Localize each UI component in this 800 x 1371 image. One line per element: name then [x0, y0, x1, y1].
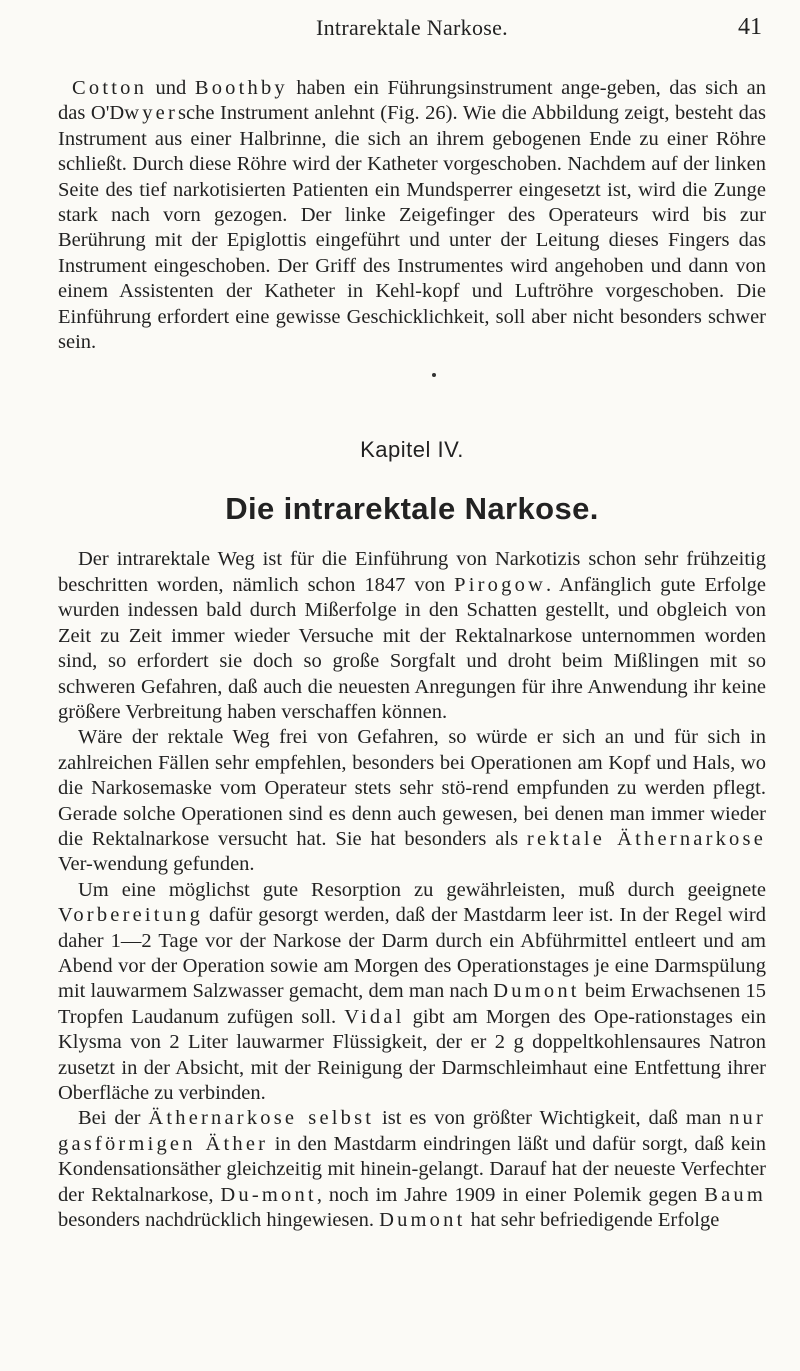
text-run: Bei der: [78, 1107, 149, 1130]
spaced-text: Du-mont: [220, 1183, 317, 1206]
body-paragraph-3: [58, 878, 766, 1107]
body-paragraph-2: [58, 725, 766, 877]
spaced-text: nur gasförmigen Äther: [58, 1107, 766, 1155]
text-run: gibt am Morgen des Ope-rationstages ein Klysma von 2 Liter lauwarmer Flüssigkeit, der er 2 g doppeltkohlensaures Natron zusetzt in der Absicht, mit der Reinigung der Darmschleimhaut eine Entfettung ihrer Oberfläche zu verbinden.: [58, 1005, 766, 1104]
body-paragraph-1: [58, 547, 766, 725]
spaced-text: Baum: [704, 1183, 766, 1206]
spaced-text: Pirogow: [454, 573, 547, 596]
section-separator: [58, 355, 766, 393]
separator-dot: [432, 373, 436, 377]
running-title: Intrarektale Narkose.: [316, 15, 508, 40]
text-run: , noch im Jahre 1909 in einer Polemik gegen: [316, 1183, 705, 1206]
body-paragraph-4: [58, 1106, 766, 1233]
spaced-text: Äthernarkose selbst: [148, 1107, 375, 1130]
author-name: Boothby: [194, 77, 288, 99]
chapter-label: Kapitel IV.: [360, 437, 464, 463]
text-run: sche Instrument anlehnt (Fig. 26). Wie die Abbildung zeigt, besteht das Instrument aus einer Halbrinne, die sich an ihrem gebogenen Ende zu einer Röhre schließt. Durch diese Röhre wird der Katheter vorgeschoben. Nachdem auf der linken Seite des tief narkotisierten Patienten ein Mundsperrer eingesetzt ist, wird die Zunge stark nach vorn gezogen. Der linke Zeigefinger des Operateurs wird bis zur Berührung mit der Epiglottis eingeführt und unter der Leitung dieses Fingers das Instrument eingeschoben. Der Griff des Instrumentes wird angehoben und dann von einem Assistenten der Katheter in Kehl-kopf und Luftröhre vorgeschoben. Die Einführung erfordert eine gewisse Geschicklichkeit, soll aber nicht besonders schwer sein.: [58, 102, 767, 354]
intro-paragraph: [58, 76, 766, 355]
text-run: in den Mastdarm eindringen läßt und dafür sorgt, daß kein Kondensationsäther gleichzeitig mit hinein-gelangt. Darauf hat der neueste Verfechter der Rektalnarkose,: [58, 1132, 766, 1206]
text-run: besonders nachdrücklich hingewiesen.: [58, 1209, 380, 1232]
text-run: und: [147, 77, 195, 99]
spaced-text: rektale Äthernarkose: [526, 827, 766, 850]
spaced-text: Dumont: [379, 1209, 466, 1232]
author-name: Cotton: [72, 77, 148, 99]
page-number: 41: [738, 14, 762, 40]
text-run: beim Erwachsenen 15 Tropfen Laudanum zufügen soll.: [58, 980, 766, 1028]
text-run: Wäre der rektale Weg frei von Gefahren, so würde er sich an und für sich in zahlreichen Fällen sehr empfehlen, besonders bei Operationen am Kopf und Hals, wo die Narkosemaske vom Operateur stets sehr stö-rend empfunden zu werden pflegt. Gerade solche Operationen sind es denn auch gewesen, bei denen man immer wieder die Rektalnarkose versucht hat. Sie hat besonders als: [58, 726, 766, 850]
text-run: dafür gesorgt werden, daß der Mastdarm leer ist. In der Regel wird daher 1—2 Tage vor der Narkose der Darm durch ein Abführmittel entleert und am Abend vor der Operation sowie am Morgen des Operationstages je eine Darmspülung mit lauwarmem Salzwasser gemacht, dem man nach: [58, 904, 766, 1003]
spaced-text: wyer: [124, 102, 178, 125]
text-run: Der intrarektale Weg ist für die Einführung von Narkotizis schon sehr frühzeitig beschritten worden, nämlich schon 1847 von: [58, 548, 766, 596]
text-run: Ver-wendung gefunden.: [58, 853, 255, 876]
text-run: haben ein Führungsinstrument ange-geben, das sich an das O'D: [58, 77, 766, 125]
text-run: . Anfänglich gute Erfolge wurden indessen bald durch Mißerfolge in den Schatten gestellt, und obgleich von Zeit zu Zeit immer wieder Versuche mit der Rektalnarkose unternommen worden sind, so erfordert sie doch so große Sorgfalt und droht beim Mißlingen mit so schweren Gefahren, daß auch die neuesten Anregungen für ihre Anwendung ihr keine größere Verbreitung haben verschaffen können.: [58, 573, 766, 723]
spaced-text: Vidal: [344, 1005, 405, 1028]
spaced-text: Vorbereitung: [58, 904, 204, 927]
chapter-title: Die intrarektale Narkose.: [225, 491, 599, 527]
running-head: [58, 0, 766, 40]
text-run: hat sehr befriedigende Erfolge: [465, 1209, 720, 1232]
spaced-text: Dumont: [493, 980, 580, 1003]
text-run: Um eine möglichst gute Resorption zu gewährleisten, muß durch geeignete: [78, 878, 766, 901]
text-run: ist es von größter Wichtigkeit, daß man: [374, 1107, 730, 1130]
